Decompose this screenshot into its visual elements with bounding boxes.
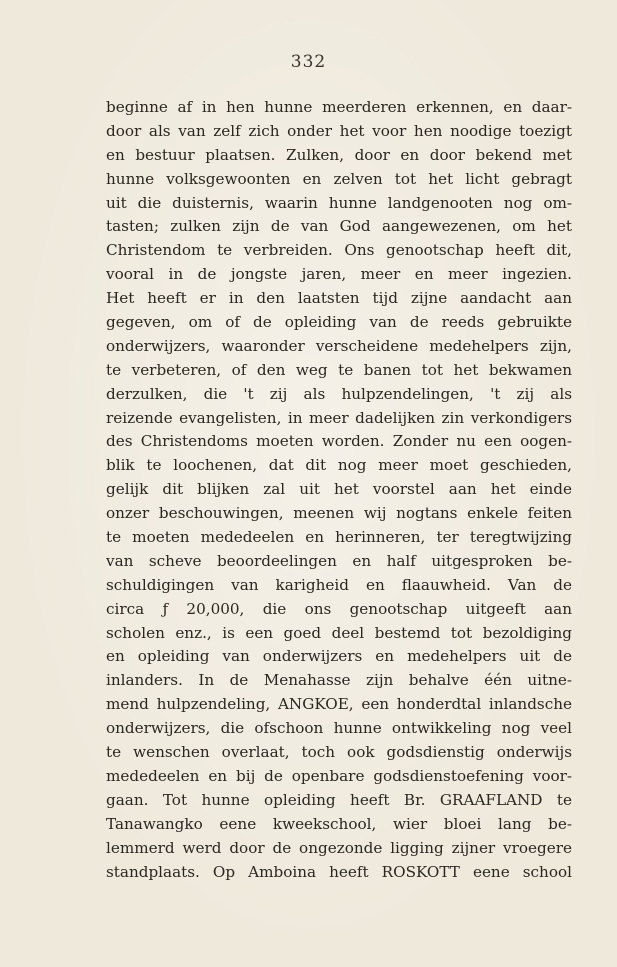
text-line: Het heeft er in den laatsten tijd zijne aandacht aan [106,289,572,308]
text-line: scholen enz., is een goed deel bestemd tot bezoldiging [106,623,572,642]
text-line: standplaats. Op Amboina heeft ROSKOTT eene school [106,862,572,881]
text-line: tasten; zulken zijn de van God aangewezenen, om het [106,217,572,236]
text-line: blik te loochenen, dat dit nog meer moet geschieden, [106,456,572,475]
text-line: derzulken, die 't zij als hulpzendelingen, 't zij als [106,384,572,403]
text-line: des Christendoms moeten worden. Zonder nu een oogen- [106,432,572,451]
text-line: reizende evangelisten, in meer dadelijken zin verkondigers [106,408,572,427]
text-line: circa ƒ 20,000, die ons genootschap uitgeeft aan [106,599,572,618]
text-line: Christendom te verbreiden. Ons genootschap heeft dit, [106,241,572,260]
page-number: 332 [290,52,327,72]
text-line: gegeven, om of de opleiding van de reeds gebruikte [106,313,572,332]
text-line: hunne volksgewoonten en zelven tot het licht gebragt [106,169,572,188]
text-line: en bestuur plaatsen. Zulken, door en door bekend met [106,145,572,164]
text-line: te moeten mededeelen en herinneren, ter teregtwijzing [106,528,572,547]
text-line: lemmerd werd door de ongezonde ligging zijner vroegere [106,838,572,857]
text-line: van scheve beoordeelingen en half uitgesproken be- [106,551,572,570]
text-line: onderwijzers, die ofschoon hunne ontwikkeling nog veel [106,719,572,738]
text-line: beginne af in hen hunne meerderen erkennen, en daar- [106,98,572,116]
text-line: te verbeteren, of den weg te banen tot het bekwamen [106,360,572,379]
text-line: en opleiding van onderwijzers en medehelpers uit de [106,647,572,666]
text-line: uit die duisternis, waarin hunne landgenooten nog om- [106,193,572,212]
text-line: mend hulpzendeling, ANGKOE, een honderdtal inlandsche [106,695,572,714]
text-line: schuldigingen van karigheid en flaauwheid. Van de [106,575,572,594]
text-line: te wenschen overlaat, toch ook godsdienstig onderwijs [106,743,572,762]
text-line: gelijk dit blijken zal uit het voorstel aan het einde [106,480,572,499]
text-line: mededeelen en bij de openbare godsdienstoefening voor- [106,766,572,785]
body-text [106,96,572,884]
text-line: Tanawangko eene kweekschool, wier bloei lang be- [106,814,572,833]
text-line: onderwijzers, waaronder verscheidene medehelpers zijn, [106,336,572,355]
text-line: vooral in de jongste jaren, meer en meer ingezien. [106,265,572,284]
text-line: door als van zelf zich onder het voor hen noodige toezigt [106,121,572,140]
text-line: gaan. Tot hunne opleiding heeft Br. GRAAFLAND te [106,790,572,809]
text-line: onzer beschouwingen, meenen wij nogtans enkele feiten [106,504,572,523]
text-line: inlanders. In de Menahasse zijn behalve één uitne- [106,671,572,690]
